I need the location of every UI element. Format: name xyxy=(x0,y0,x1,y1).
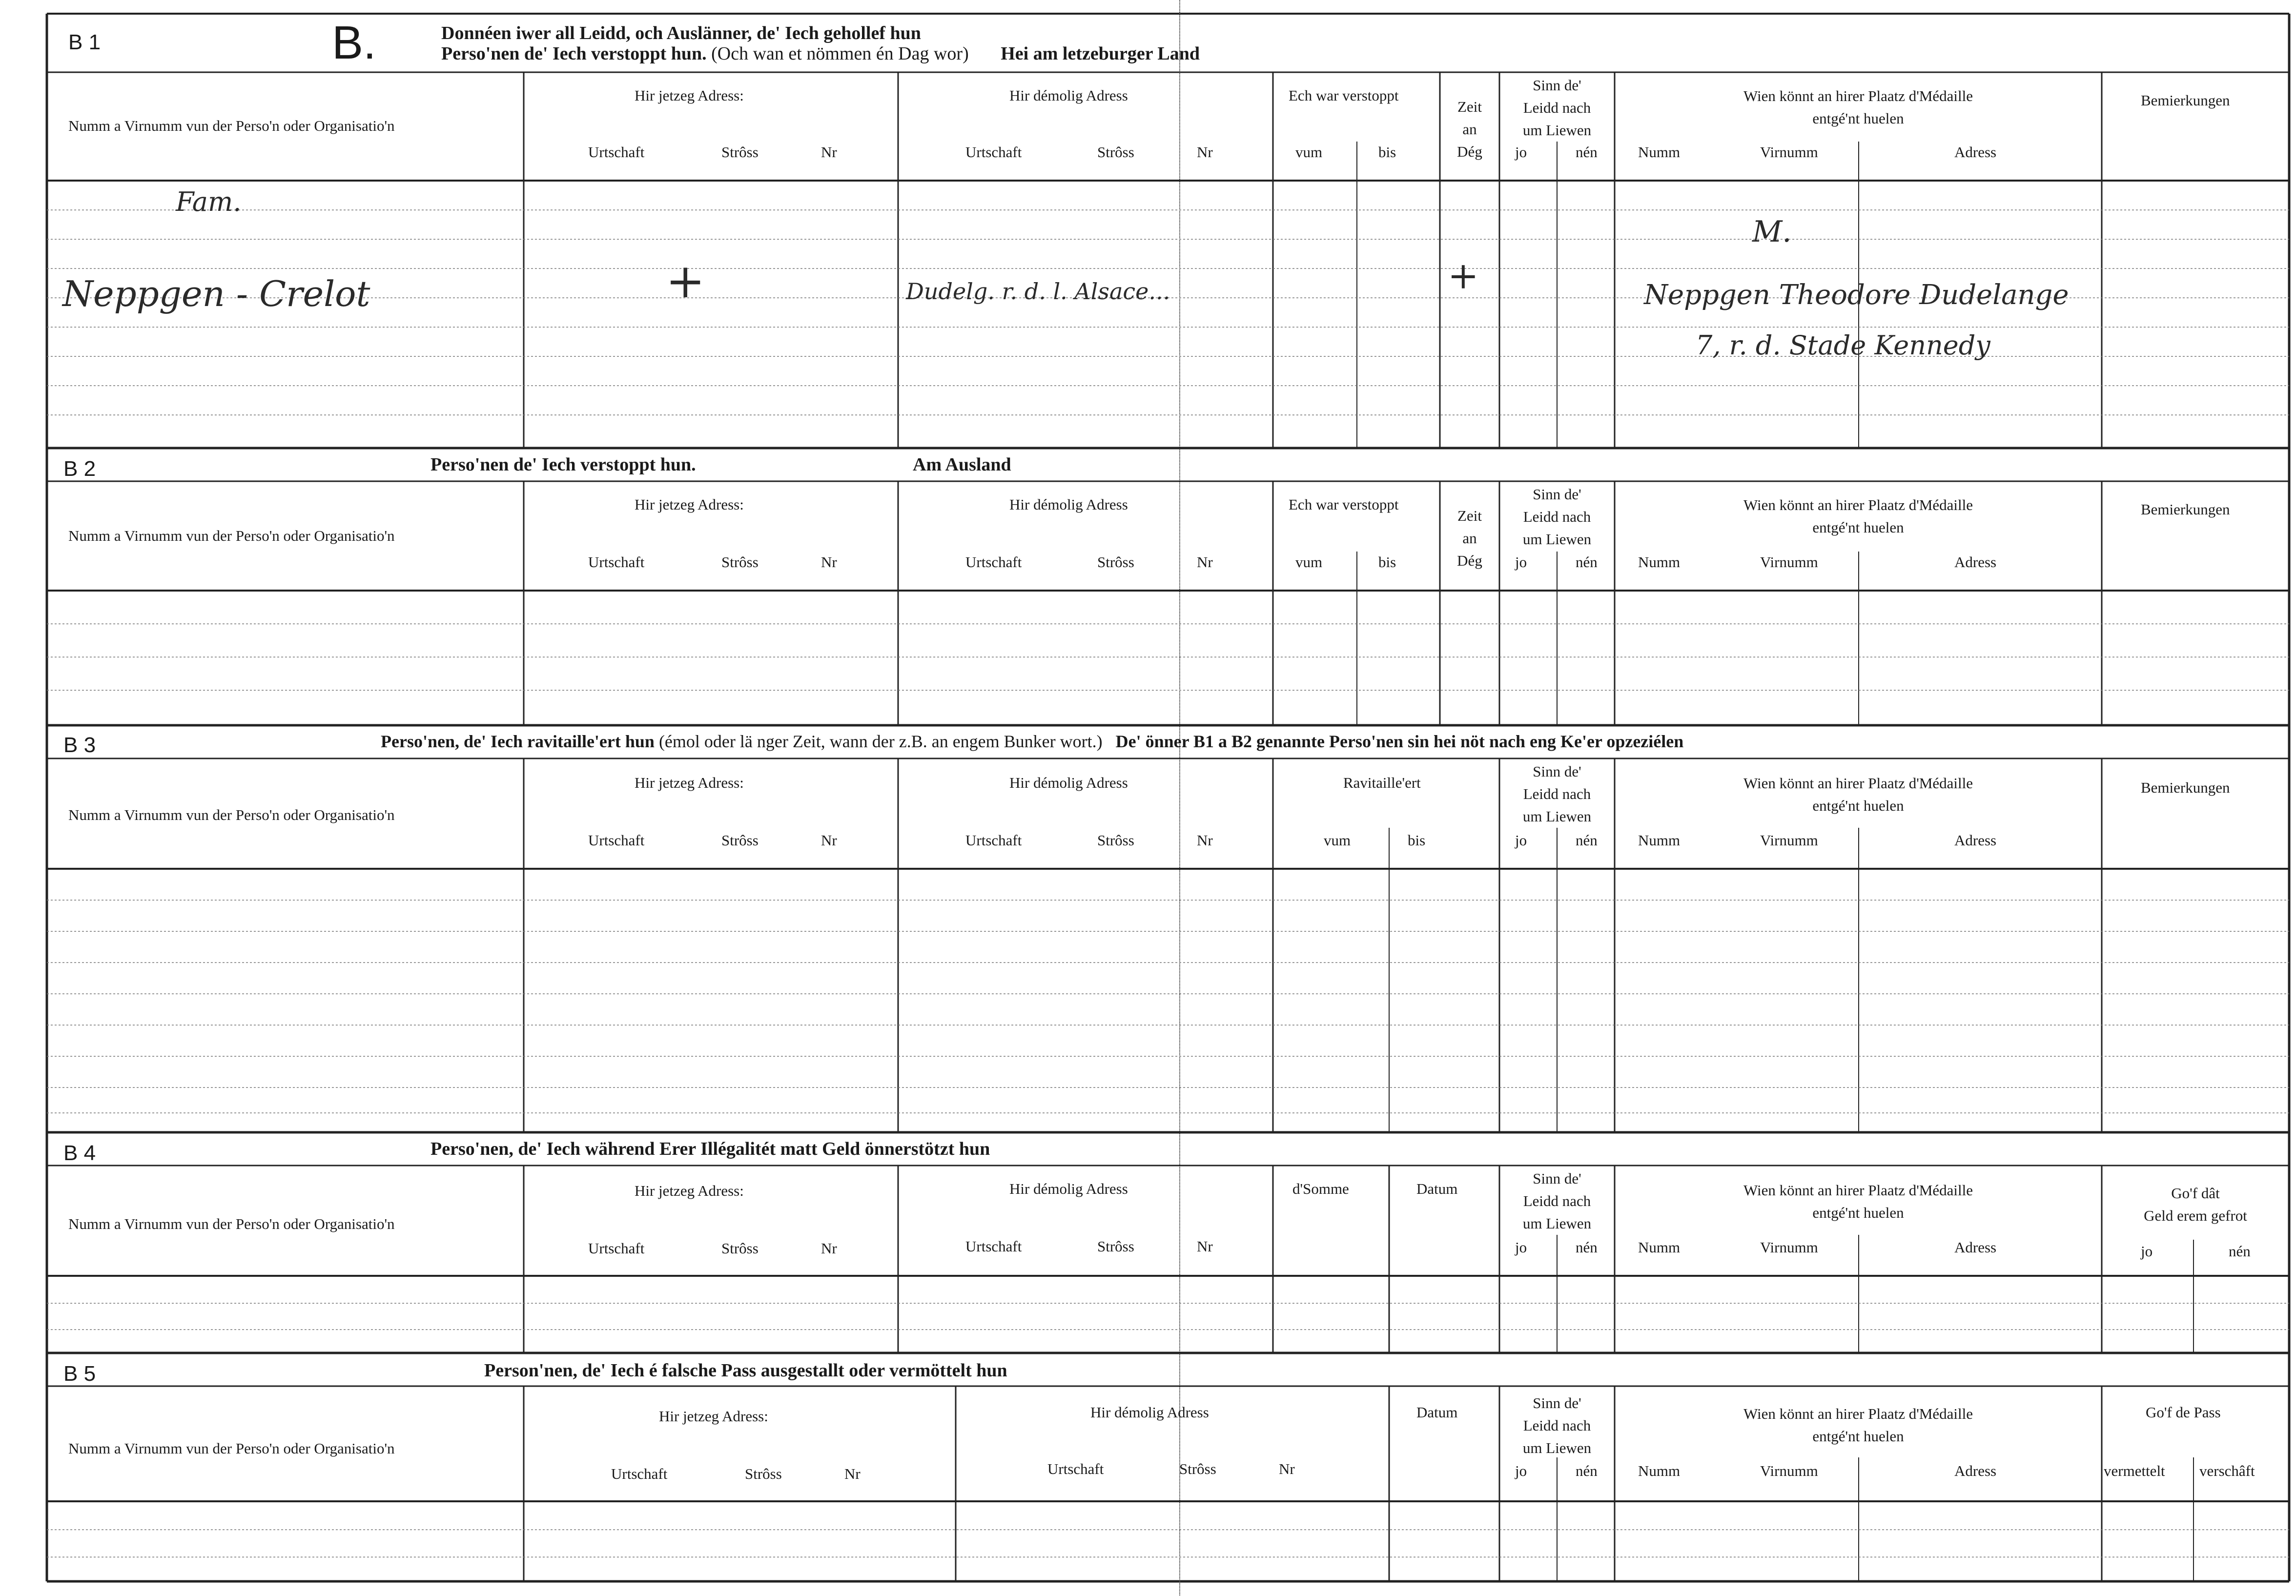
col-header-pass-issued: vermettelt xyxy=(2104,1462,2165,1479)
col-header-money-back: Go'f dât Geld erem gefrot xyxy=(2144,1185,2247,1224)
col-header-medal: Wien könnt an hirer Plaatz d'Médaille entgé'nt huelen xyxy=(1743,1405,1973,1445)
col-header-pass-made: verschâft xyxy=(2199,1462,2255,1479)
col-header-address: Adress xyxy=(1954,553,1997,571)
handwritten-family-name: Neppgen - Crelot xyxy=(62,273,370,314)
section-label-b1: B 1 xyxy=(68,30,101,54)
col-header-nr: Nr xyxy=(844,1465,861,1482)
col-header-nr: Nr xyxy=(821,832,837,849)
col-header-remarks: Bemierkungen xyxy=(2141,501,2230,518)
big-letter-b: B. xyxy=(332,17,376,69)
b5-title: Person'nen, de' Iech é falsche Pass ausgestallt oder vermöttelt hun xyxy=(484,1360,1007,1381)
col-header-name: Numm a Virnumm vun der Perso'n oder Organisatio'n xyxy=(68,117,395,134)
col-header-place: Urtschaft xyxy=(965,143,1022,161)
col-header-nr: Nr xyxy=(1197,1238,1213,1255)
b1-title-line1: Donnéen iwer all Leidd, och Auslänner, de' Iech gehollef hun xyxy=(441,23,921,43)
section-label-b2: B 2 xyxy=(63,457,96,481)
col-header-life: Sinn de' Leidd nach um Liewen xyxy=(1522,763,1592,825)
col-header-firstname: Virnumm xyxy=(1760,832,1818,849)
b1-title-line2-normal: (Och wan et nömmen én Dag wor) xyxy=(711,43,969,64)
col-header-place: Urtschaft xyxy=(611,1465,668,1482)
col-header-surname: Numm xyxy=(1638,143,1681,161)
col-header-name: Numm a Virnumm vun der Perso'n oder Organisatio'n xyxy=(68,806,395,823)
col-header-firstname: Virnumm xyxy=(1760,1462,1818,1479)
col-header-to: bis xyxy=(1378,143,1396,161)
col-header-to: bis xyxy=(1408,832,1426,849)
col-header-nr: Nr xyxy=(1279,1460,1295,1477)
col-header-nr: Nr xyxy=(1197,143,1213,161)
col-header-no: nén xyxy=(2229,1243,2251,1260)
col-header-street: Strôss xyxy=(721,832,758,849)
col-header-days: Zeit an Dég xyxy=(1457,507,1482,569)
col-header-former-address: Hir démolig Adress xyxy=(1009,496,1128,513)
b3-title-bold: Perso'nen, de' Iech ravitaille'ert hun xyxy=(381,732,655,751)
col-header-yes: jo xyxy=(1515,1462,1527,1479)
col-header-place: Urtschaft xyxy=(965,832,1022,849)
col-header-street: Strôss xyxy=(1097,1238,1134,1255)
col-header-medal: Wien könnt an hirer Plaatz d'Médaille entgé'nt huelen xyxy=(1743,1182,1973,1221)
col-header-current-address: Hir jetzeg Adress: xyxy=(635,496,744,513)
col-header-yes: jo xyxy=(1515,1239,1527,1256)
col-header-pass: Go'f de Pass xyxy=(2146,1404,2221,1421)
col-header-street: Strôss xyxy=(721,1240,758,1257)
col-header-to: bis xyxy=(1378,553,1396,571)
col-header-place: Urtschaft xyxy=(588,553,645,571)
handwritten-m: M. xyxy=(1752,215,1792,249)
col-header-hidden: Ech war verstoppt xyxy=(1289,87,1399,104)
col-header-place: Urtschaft xyxy=(588,143,645,161)
col-header-address: Adress xyxy=(1954,1239,1997,1256)
b3-title-normal: (émol oder lä nger Zeit, wann der z.B. an engem Bunker wort.) xyxy=(658,732,1103,751)
b3-title xyxy=(381,731,1683,752)
col-header-firstname: Virnumm xyxy=(1760,553,1818,571)
col-header-street: Strôss xyxy=(1097,553,1134,571)
section-label-b3: B 3 xyxy=(63,733,96,757)
section-label-b4: B 4 xyxy=(63,1141,96,1165)
col-header-sum: d'Somme xyxy=(1292,1180,1349,1197)
b2-title-abroad: Am Ausland xyxy=(913,454,1011,475)
col-header-former-address: Hir démolig Adress xyxy=(1090,1404,1209,1421)
col-header-place: Urtschaft xyxy=(588,1240,645,1257)
col-header-date: Datum xyxy=(1416,1404,1458,1421)
col-header-from: vum xyxy=(1295,143,1323,161)
handwritten-medal-line1: Neppgen Theodore Dudelange xyxy=(1644,279,2069,311)
col-header-no: nén xyxy=(1576,553,1598,571)
col-header-no: nén xyxy=(1576,832,1598,849)
col-header-remarks: Bemierkungen xyxy=(2141,92,2230,109)
handwritten-former-address: Dudelg. r. d. l. Alsace... xyxy=(906,278,1170,305)
col-header-no: nén xyxy=(1576,1239,1598,1256)
col-header-current-address: Hir jetzeg Adress: xyxy=(635,87,744,104)
col-header-place: Urtschaft xyxy=(965,1238,1022,1255)
col-header-former-address: Hir démolig Adress xyxy=(1009,774,1128,791)
col-header-nr: Nr xyxy=(1197,553,1213,571)
col-header-current-address: Hir jetzeg Adress: xyxy=(659,1408,768,1425)
b3-title-suffix: De' önner B1 a B2 genannte Perso'nen sin hei nöt nach eng Ke'er opzeziélen xyxy=(1115,732,1684,751)
handwritten-cross: + xyxy=(666,254,705,308)
col-header-life: Sinn de' Leidd nach um Liewen xyxy=(1522,486,1592,548)
col-header-street: Strôss xyxy=(745,1465,782,1482)
handwritten-fam: Fam. xyxy=(176,186,242,217)
col-header-street: Strôss xyxy=(1097,143,1134,161)
col-header-no: nén xyxy=(1576,1462,1598,1479)
col-header-place: Urtschaft xyxy=(965,553,1022,571)
col-header-life: Sinn de' Leidd nach um Liewen xyxy=(1522,1394,1592,1456)
col-header-nr: Nr xyxy=(821,553,837,571)
col-header-address: Adress xyxy=(1954,143,1997,161)
col-header-place: Urtschaft xyxy=(1047,1460,1104,1477)
col-header-name: Numm a Virnumm vun der Perso'n oder Organisatio'n xyxy=(68,1440,395,1457)
col-header-no: nén xyxy=(1576,143,1598,161)
col-header-medal: Wien könnt an hirer Plaatz d'Médaille entgé'nt huelen xyxy=(1743,496,1973,536)
col-header-current-address: Hir jetzeg Adress: xyxy=(635,1182,744,1199)
col-header-supplied: Ravitaille'ert xyxy=(1343,774,1421,791)
col-header-current-address: Hir jetzeg Adress: xyxy=(635,774,744,791)
handwritten-medal-line2: 7, r. d. Stade Kennedy xyxy=(1696,330,1990,361)
b4-title: Perso'nen, de' Iech während Erer Illégalitét matt Geld önnerstötzt hun xyxy=(430,1139,990,1159)
col-header-surname: Numm xyxy=(1638,1239,1681,1256)
col-header-address: Adress xyxy=(1954,832,1997,849)
b1-title-line2 xyxy=(441,43,1200,64)
handwritten-cross: + xyxy=(1448,254,1479,297)
b1-title-line2-suffix: Hei am letzeburger Land xyxy=(1001,43,1200,64)
col-header-name: Numm a Virnumm vun der Perso'n oder Organisatio'n xyxy=(68,1215,395,1232)
col-header-life: Sinn de' Leidd nach um Liewen xyxy=(1522,77,1592,139)
col-header-address: Adress xyxy=(1954,1462,1997,1479)
col-header-hidden: Ech war verstoppt xyxy=(1289,496,1399,513)
col-header-from: vum xyxy=(1295,553,1323,571)
col-header-former-address: Hir démolig Adress xyxy=(1009,87,1128,104)
col-header-name: Numm a Virnumm vun der Perso'n oder Organisatio'n xyxy=(68,527,395,544)
col-header-yes: jo xyxy=(2141,1243,2153,1260)
col-header-surname: Numm xyxy=(1638,553,1681,571)
col-header-medal: Wien könnt an hirer Plaatz d'Médaille entgé'nt huelen xyxy=(1743,775,1973,814)
col-header-street: Strôss xyxy=(1097,832,1134,849)
col-header-nr: Nr xyxy=(821,1240,837,1257)
col-header-street: Strôss xyxy=(721,143,758,161)
col-header-former-address: Hir démolig Adress xyxy=(1009,1180,1128,1197)
col-header-street: Strôss xyxy=(721,553,758,571)
section-label-b5: B 5 xyxy=(63,1362,96,1386)
col-header-surname: Numm xyxy=(1638,832,1681,849)
b2-title: Perso'nen de' Iech verstoppt hun. xyxy=(430,454,696,475)
col-header-days: Zeit an Dég xyxy=(1457,98,1482,160)
col-header-from: vum xyxy=(1324,832,1351,849)
col-header-date: Datum xyxy=(1416,1180,1458,1197)
col-header-remarks: Bemierkungen xyxy=(2141,779,2230,796)
col-header-medal: Wien könnt an hirer Plaatz d'Médaille entgé'nt huelen xyxy=(1743,87,1973,127)
col-header-street: Strôss xyxy=(1179,1460,1216,1477)
col-header-yes: jo xyxy=(1515,832,1527,849)
col-header-nr: Nr xyxy=(1197,832,1213,849)
col-header-life: Sinn de' Leidd nach um Liewen xyxy=(1522,1170,1592,1232)
b1-title-line2-bold: Perso'nen de' Iech verstoppt hun. xyxy=(441,43,707,64)
col-header-yes: jo xyxy=(1515,143,1527,161)
col-header-nr: Nr xyxy=(821,143,837,161)
col-header-firstname: Virnumm xyxy=(1760,143,1818,161)
col-header-yes: jo xyxy=(1515,553,1527,571)
col-header-surname: Numm xyxy=(1638,1462,1681,1479)
col-header-place: Urtschaft xyxy=(588,832,645,849)
col-header-firstname: Virnumm xyxy=(1760,1239,1818,1256)
